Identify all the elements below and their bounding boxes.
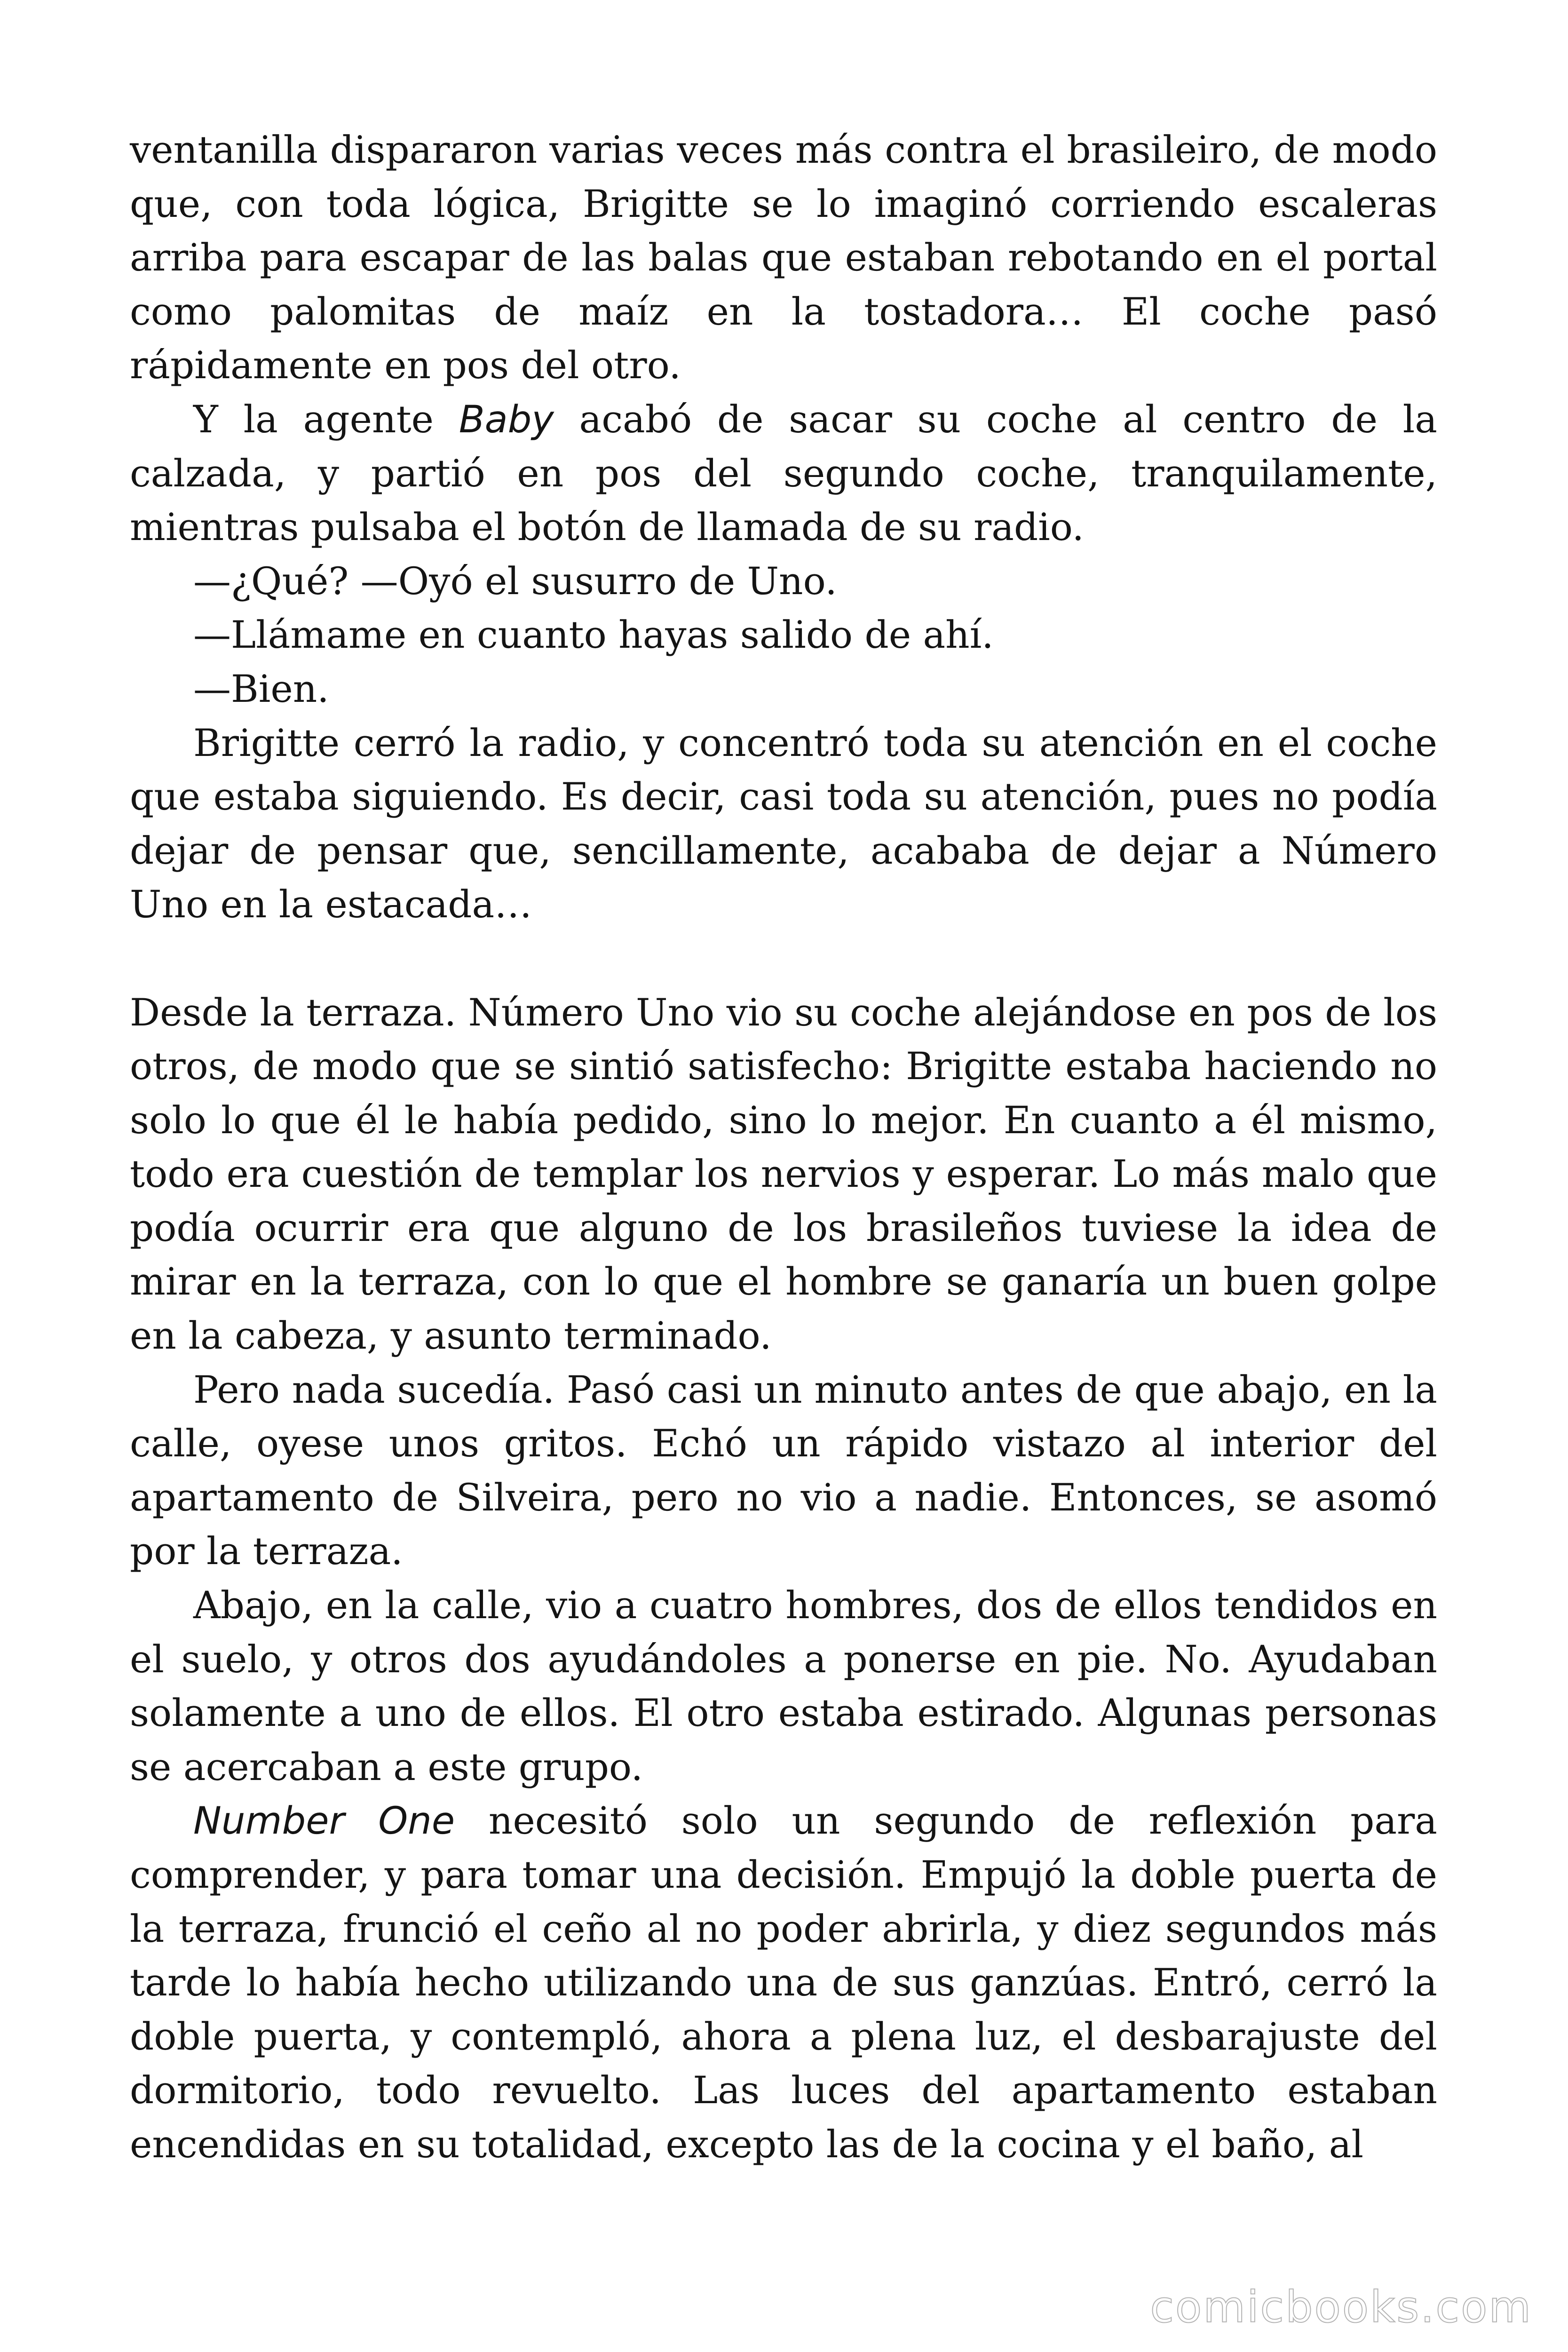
text-run: Pero nada sucedía. Pasó casi un minuto antes de que abajo, en la calle, oyese unos gritos. Echó un rápido vistazo al interior del apartamento de Silveira, pero no vio a nadie. Entonces, se asomó por la terraza. (130, 1367, 1437, 1573)
paragraph (130, 555, 1437, 609)
paragraph (130, 393, 1437, 555)
text-run: necesitó solo un segundo de reflexión para comprender, y para tomar una decisión. Empujó la doble puerta de la terraza, frunció el ceño al no poder abrirla, y diez segundos más tarde lo había hecho utilizando una de sus ganzúas. Entró, cerró la doble puerta, y contempló, ahora a plena luz, el desbarajuste del dormitorio, todo revuelto. Las luces del apartamento estaban encendidas en su totalidad, excepto las de la cocina y el baño, al (130, 1799, 1437, 2166)
paragraph (130, 662, 1437, 716)
text-run: —Bien. (193, 667, 329, 711)
text-run: Abajo, en la calle, vio a cuatro hombres, dos de ellos tendidos en el suelo, y otros dos ayudándoles a ponerse en pie. No. Ayudaban solamente a uno de ellos. El otro estaba estirado. Algunas personas se acercaban a este grupo. (130, 1583, 1437, 1789)
text-run: ventanilla dispararon varias veces más contra el brasileiro, de modo que, con toda lógica, Brigitte se lo imaginó corriendo escaleras arriba para escapar de las balas que estaban rebotando en el portal como palomitas de maíz en la tostadora… El coche pasó rápidamente en pos del otro. (130, 128, 1437, 388)
paragraph (130, 986, 1437, 1363)
paragraph (130, 716, 1437, 932)
scene-break (130, 932, 1437, 986)
italic-text-run: Baby (459, 397, 554, 441)
paragraph (130, 1794, 1437, 2171)
book-page-body (130, 123, 1437, 2172)
text-run: Desde la terraza. Número Uno vio su coche alejándose en pos de los otros, de modo que se sintió satisfecho: Brigitte estaba haciendo no solo lo que él le había pedido, sino lo mejor. En cuanto a él mismo, todo era cuestión de templar los nervios y esperar. Lo más malo que podía ocurrir era que alguno de los brasileños tuviese la idea de mirar en la terraza, con lo que el hombre se ganaría un buen golpe en la cabeza, y asunto terminado. (130, 990, 1437, 1358)
italic-text-run: Number One (193, 1799, 455, 1843)
text-run: Brigitte cerró la radio, y concentró toda su atención en el coche que estaba siguiendo. Es decir, casi toda su atención, pues no podía dejar de pensar que, sencillamente, acababa de dejar a Número Uno en la estacada… (130, 721, 1437, 927)
text-run: acabó de sacar su coche al centro de la calzada, y partió en pos del segundo coche, tranquilamente, mientras pulsaba el botón de llamada de su radio. (130, 397, 1437, 549)
watermark-logo: comicbooks.com (1150, 2282, 1532, 2332)
paragraph (130, 123, 1437, 393)
text-run: —Llámame en cuanto hayas salido de ahí. (193, 613, 994, 657)
text-run: —¿Qué? —Oyó el susurro de Uno. (193, 559, 837, 603)
text-run: Y la agente (193, 397, 459, 441)
paragraph (130, 1579, 1437, 1794)
paragraph (130, 608, 1437, 662)
paragraph (130, 1363, 1437, 1579)
